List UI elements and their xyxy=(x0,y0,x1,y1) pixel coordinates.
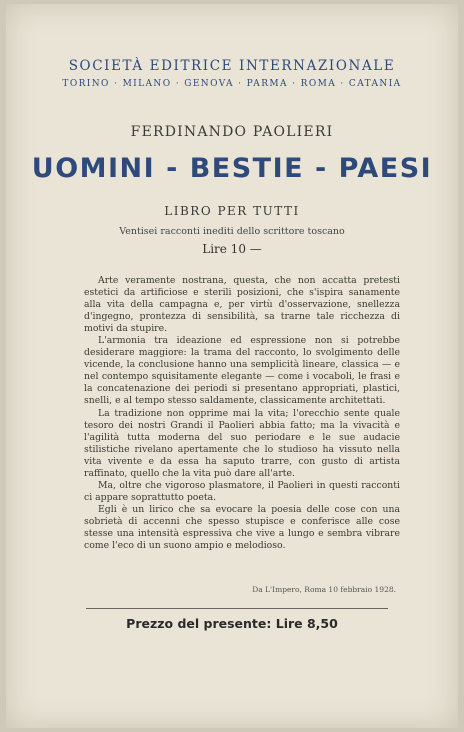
final-price: Prezzo del presente: Lire 8,50 xyxy=(126,616,338,631)
review-text xyxy=(84,275,400,552)
book-subtitle: LIBRO PER TUTTI xyxy=(164,204,300,218)
publisher-name: SOCIETÀ EDITRICE INTERNAZIONALE xyxy=(68,58,396,74)
book-title: UOMINI - BESTIE - PAESI xyxy=(31,153,433,184)
review-paragraph: L'armonia tra ideazione ed espressione non si potrebbe desiderare maggiore: la trama del racconto, lo svolgimento delle vicende, la conclusione hanno una semplicità lineare, classica — e nel contempo squisitamente elegante — come i vocaboli, le frasi e la concatenazione dei periodi si presentano appropriati, plastici, snelli, e al tempo stesso saldamente, classicamente architettati. xyxy=(84,335,400,407)
publisher-header xyxy=(6,58,458,89)
book-price: Lire 10 — xyxy=(202,242,262,256)
author-name: FERDINANDO PAOLIERI xyxy=(130,124,334,140)
review-source: Da L'Impero, Roma 10 febbraio 1928. xyxy=(252,585,396,594)
review-paragraph: Ma, oltre che vigoroso plasmatore, il Paolieri in questi racconti ci appare soprattutto poeta. xyxy=(84,479,400,503)
publisher-cities: TORINO · MILANO · GENOVA · PARMA · ROMA · CATANIA xyxy=(62,79,402,89)
review-paragraph: Egli è un lirico che sa evocare la poesia delle cose con una sobrietà di accenni che spesso stupisce e conferisce alle cose stesse una intensità espressiva che vive a lungo e sembra vibrare come l'eco di un suono ampio e melodioso. xyxy=(84,503,400,552)
review-paragraph: La tradizione non opprime mai la vita; l'orecchio sente quale tesoro dei nostri Grandi il Paolieri abbia fatto; ma la vivacità e l'agilità tutta moderna del suo periodare e le sue audacie stilistiche rivelano apertamente che lo studioso ha vissuto nella vita vivente e da essa ha saputo trarre, con gusto di artista raffinato, quello che la vita può dare all'arte. xyxy=(84,407,400,479)
divider-line xyxy=(86,608,388,609)
book-description: Ventisei racconti inediti dello scrittore toscano xyxy=(119,226,345,237)
page-sheet xyxy=(6,4,458,728)
review-paragraph: Arte veramente nostrana, questa, che non accatta pretesti estetici da artificiose e sterili posizioni, che s'ispira sanamente alla vita della campagna e, per virtù d'osservazione, snellezza d'ingegno, prontezza di sensibilità, sa trarne tale ricchezza di motivi da stupire. xyxy=(84,275,400,335)
